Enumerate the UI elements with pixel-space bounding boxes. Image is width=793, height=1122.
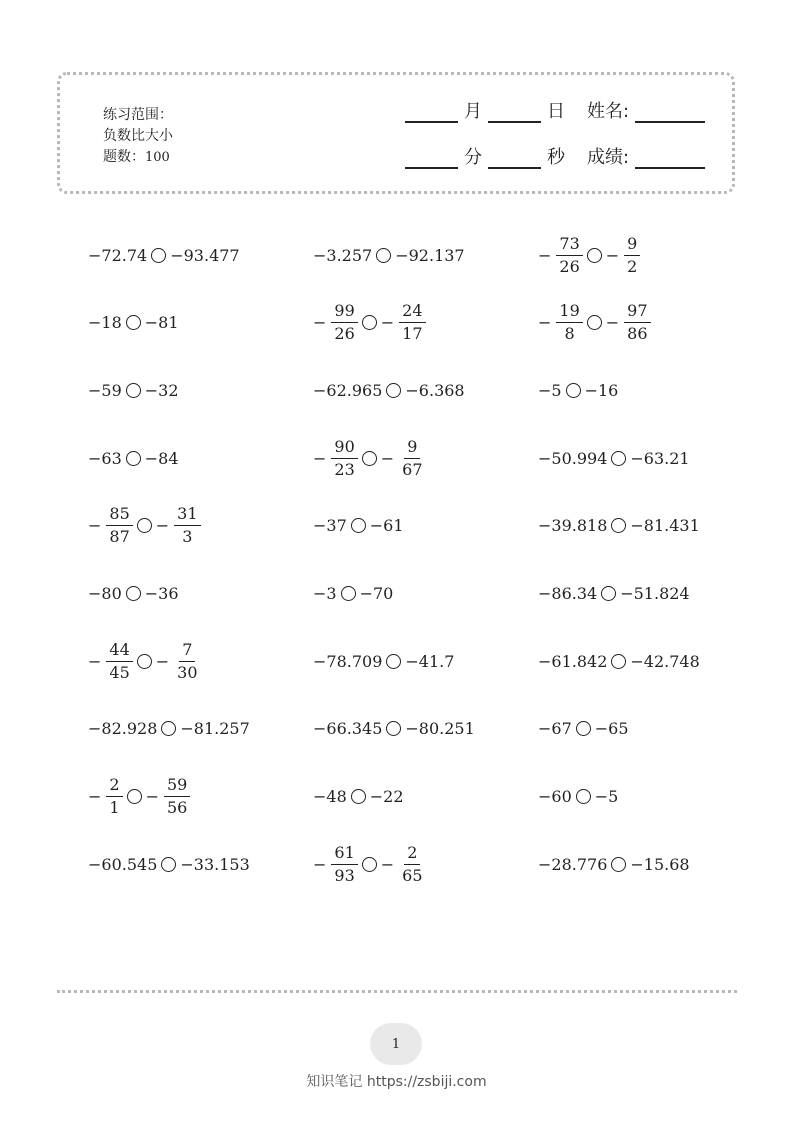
fraction-numerator: 24 — [399, 301, 425, 323]
left-value: −78.709 — [313, 651, 383, 671]
problem-item — [538, 497, 708, 555]
left-value: −60 — [538, 787, 572, 806]
answer-circle[interactable] — [126, 383, 141, 398]
left-fraction — [313, 843, 358, 886]
fraction-numerator: 31 — [174, 504, 200, 526]
day-blank[interactable] — [488, 101, 541, 123]
left-value: −5 — [538, 380, 562, 400]
right-value: −81 — [144, 313, 179, 333]
right-value: −15.68 — [630, 854, 690, 874]
answer-circle[interactable] — [362, 451, 377, 466]
right-fraction — [146, 775, 191, 818]
left-value: −28.776 — [538, 854, 608, 874]
left-value: −67 — [538, 719, 572, 739]
answer-circle[interactable] — [386, 383, 401, 398]
fraction-numerator: 99 — [331, 301, 357, 323]
problem-item — [538, 361, 708, 419]
answer-circle[interactable] — [386, 721, 401, 736]
problem-item — [88, 226, 313, 284]
left-value: −59 — [88, 380, 122, 400]
answer-circle[interactable] — [126, 586, 141, 601]
fraction-sign: − — [313, 313, 327, 333]
fraction-sign: − — [605, 245, 620, 265]
right-value: −41.7 — [405, 651, 455, 671]
fraction-denominator: 87 — [109, 527, 130, 547]
problem-item — [88, 835, 313, 893]
problem-item — [313, 632, 538, 690]
answer-circle[interactable] — [151, 248, 166, 263]
fraction-denominator: 86 — [627, 324, 648, 344]
second-label: 秒 — [547, 147, 565, 168]
right-value: −92.137 — [395, 245, 465, 265]
fraction-denominator: 65 — [402, 865, 423, 885]
answer-circle[interactable] — [601, 586, 616, 601]
problem-item — [88, 564, 313, 622]
left-value: −3.257 — [313, 245, 373, 265]
problem-item — [313, 835, 538, 893]
fraction-denominator: 23 — [334, 459, 355, 479]
month-blank[interactable] — [405, 101, 458, 123]
answer-circle[interactable] — [127, 789, 142, 804]
fraction-numerator: 44 — [106, 640, 132, 662]
answer-circle[interactable] — [576, 721, 591, 736]
fraction-denominator: 2 — [627, 256, 638, 276]
footer-watermark: 知识笔记 https://zsbiji.com — [306, 1074, 487, 1090]
right-value: −33.153 — [180, 854, 250, 874]
right-fraction — [156, 504, 201, 547]
fraction-denominator: 30 — [177, 662, 198, 682]
practice-range-label: 练习范围： — [103, 107, 173, 123]
right-value: −81.257 — [180, 719, 250, 739]
fraction-sign: − — [155, 516, 170, 536]
fraction-denominator: 93 — [334, 865, 355, 885]
problem-item — [313, 361, 538, 419]
problem-item — [88, 429, 313, 487]
day-label: 日 — [547, 101, 565, 122]
left-fraction — [538, 234, 583, 277]
fraction-numerator: 59 — [164, 775, 190, 797]
left-value: −39.818 — [538, 516, 608, 536]
fraction-sign: − — [88, 651, 102, 671]
fraction-sign: − — [380, 854, 395, 874]
problem-item — [538, 768, 708, 826]
fraction-denominator: 8 — [564, 324, 575, 344]
fraction-sign: − — [313, 854, 327, 874]
answer-circle[interactable] — [126, 315, 141, 330]
right-value: −42.748 — [630, 651, 700, 671]
problem-item — [88, 700, 313, 758]
left-fraction — [88, 504, 133, 547]
question-count-value: 100 — [145, 150, 170, 165]
left-value: −48 — [313, 787, 347, 806]
problem-item — [88, 497, 313, 555]
left-value: −62.965 — [313, 380, 383, 400]
left-value: −50.994 — [538, 448, 608, 468]
left-value: −60.545 — [88, 854, 158, 874]
right-value: −22 — [369, 787, 404, 806]
right-value: −5 — [594, 787, 619, 806]
problem-item — [538, 429, 708, 487]
problem-item — [538, 835, 708, 893]
problem-grid — [88, 226, 708, 903]
fraction-denominator: 17 — [402, 324, 423, 344]
fraction-numerator: 2 — [106, 775, 122, 797]
right-value: −81.431 — [630, 516, 700, 536]
problem-item — [313, 226, 538, 284]
fraction-numerator: 73 — [556, 234, 582, 256]
left-fraction — [313, 437, 358, 480]
left-value: −63 — [88, 448, 122, 468]
left-value: −72.74 — [88, 245, 148, 265]
fraction-denominator: 56 — [167, 798, 188, 817]
fraction-denominator: 3 — [182, 527, 193, 547]
left-fraction — [313, 301, 358, 344]
name-blank[interactable] — [635, 101, 705, 123]
answer-circle[interactable] — [161, 857, 176, 872]
right-value: −65 — [594, 719, 629, 739]
right-fraction — [381, 301, 426, 344]
problem-item — [313, 429, 538, 487]
answer-circle[interactable] — [576, 789, 591, 804]
right-fraction — [381, 843, 426, 886]
fraction-denominator: 1 — [109, 798, 120, 817]
answer-circle[interactable] — [137, 654, 152, 669]
fraction-numerator: 19 — [556, 301, 582, 323]
practice-topic: 负数比大小 — [103, 128, 173, 144]
problem-item — [313, 700, 538, 758]
right-value: −32 — [144, 380, 179, 400]
answer-circle[interactable] — [587, 248, 602, 263]
fraction-sign: − — [538, 245, 552, 265]
fraction-numerator: 97 — [624, 301, 650, 323]
question-count — [103, 147, 173, 168]
problem-item — [313, 294, 538, 352]
answer-circle[interactable] — [351, 518, 366, 533]
left-fraction — [88, 640, 133, 683]
fraction-numerator: 9 — [624, 234, 640, 256]
fraction-numerator: 90 — [331, 437, 357, 459]
answer-circle[interactable] — [161, 721, 176, 736]
left-fraction — [538, 301, 583, 344]
fraction-sign: − — [380, 448, 395, 468]
fraction-sign: − — [145, 787, 159, 806]
answer-circle[interactable] — [566, 383, 581, 398]
right-value: −70 — [359, 583, 394, 603]
second-blank[interactable] — [488, 147, 541, 169]
fraction-sign: − — [155, 651, 170, 671]
problem-item — [538, 226, 708, 284]
fraction-numerator: 2 — [404, 843, 420, 865]
month-label: 月 — [464, 101, 482, 122]
fraction-sign: − — [380, 313, 395, 333]
worksheet-info — [103, 105, 173, 168]
fraction-denominator: 67 — [402, 459, 423, 479]
problem-item — [88, 294, 313, 352]
right-value: −61 — [369, 516, 404, 536]
page-number: 1 — [370, 1023, 422, 1065]
answer-circle[interactable] — [362, 315, 377, 330]
problem-item — [88, 361, 313, 419]
left-value: −82.928 — [88, 719, 158, 739]
right-fraction — [606, 301, 651, 344]
fraction-denominator: 26 — [334, 324, 355, 344]
minute-blank[interactable] — [405, 147, 458, 169]
fraction-numerator: 85 — [106, 504, 132, 526]
score-label: 成绩: — [587, 147, 630, 168]
left-value: −86.34 — [538, 583, 598, 603]
left-value: −37 — [313, 516, 347, 536]
problem-item — [313, 497, 538, 555]
time-score-row — [405, 147, 705, 169]
left-value: −3 — [313, 583, 337, 603]
minute-label: 分 — [464, 147, 482, 168]
right-value: −93.477 — [170, 245, 240, 265]
left-value: −61.842 — [538, 651, 608, 671]
left-value: −80 — [88, 583, 122, 603]
problem-item — [538, 564, 708, 622]
answer-circle[interactable] — [341, 586, 356, 601]
answer-circle[interactable] — [362, 857, 377, 872]
fraction-sign: − — [88, 516, 102, 536]
right-value: −16 — [584, 380, 619, 400]
problem-item — [313, 564, 538, 622]
right-value: −6.368 — [405, 380, 465, 400]
answer-circle[interactable] — [126, 451, 141, 466]
fraction-numerator: 7 — [179, 640, 195, 662]
right-value: −36 — [144, 583, 179, 603]
fraction-denominator: 26 — [559, 256, 580, 276]
date-name-row — [405, 101, 705, 123]
right-value: −80.251 — [405, 719, 475, 739]
answer-circle[interactable] — [351, 789, 366, 804]
header-box — [57, 72, 735, 194]
answer-circle[interactable] — [386, 654, 401, 669]
score-blank[interactable] — [635, 147, 705, 169]
answer-circle[interactable] — [611, 518, 626, 533]
problem-item — [88, 632, 313, 690]
fraction-sign: − — [313, 448, 327, 468]
footer-divider — [57, 990, 737, 993]
problem-item — [538, 294, 708, 352]
answer-circle[interactable] — [137, 518, 152, 533]
left-value: −18 — [88, 313, 122, 333]
right-fraction — [606, 234, 641, 277]
fraction-sign: − — [605, 313, 620, 333]
question-count-label: 题数： — [103, 149, 145, 165]
right-value: −63.21 — [630, 448, 690, 468]
answer-circle[interactable] — [611, 451, 626, 466]
problem-item — [538, 632, 708, 690]
problem-item — [538, 700, 708, 758]
fraction-denominator: 45 — [109, 662, 130, 682]
answer-circle[interactable] — [611, 857, 626, 872]
right-value: −84 — [144, 448, 179, 468]
answer-circle[interactable] — [376, 248, 391, 263]
left-value: −66.345 — [313, 719, 383, 739]
name-label: 姓名: — [587, 101, 630, 122]
left-fraction — [88, 775, 123, 818]
fraction-numerator: 9 — [404, 437, 420, 459]
right-fraction — [381, 437, 426, 480]
fraction-numerator: 61 — [331, 843, 357, 865]
right-value: −51.824 — [620, 583, 690, 603]
problem-item — [313, 768, 538, 826]
fraction-sign: − — [88, 787, 102, 806]
fraction-sign: − — [538, 313, 552, 333]
answer-circle[interactable] — [587, 315, 602, 330]
right-fraction — [156, 640, 201, 683]
answer-circle[interactable] — [611, 654, 626, 669]
problem-item — [88, 768, 313, 826]
